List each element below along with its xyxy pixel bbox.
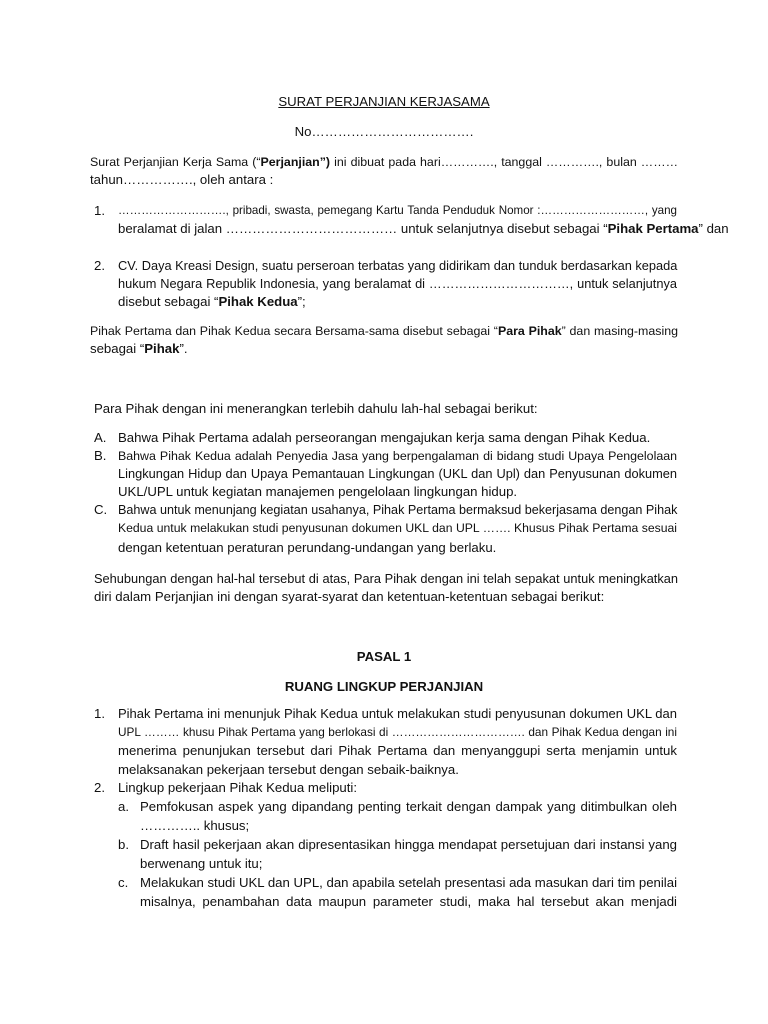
subitem-c-line-2: misalnya, penambahan data maupun parameter studi, maka hal tersebut akan menjadi xyxy=(140,894,677,909)
recital-a-line-1: Bahwa Pihak Pertama adalah perseorangan mengajukan kerja sama dengan Pihak Kedua. xyxy=(118,430,651,445)
pasal-subtitle: RUANG LINGKUP PERJANJIAN xyxy=(284,679,484,694)
recital-c-line-3: dengan ketentuan peraturan perundang-undangan yang berlaku. xyxy=(118,540,497,555)
recital-c-line-1: Bahwa untuk menunjang kegiatan usahanya, Pihak Pertama bermaksud bekerjasama dengan Pihak xyxy=(118,503,678,517)
recital-b-line-2: Lingkungan Hidup dan Upaya Pemantauan Lingkungan (UKL dan Upl) dan Penyusunan dokumen xyxy=(118,466,677,481)
intro-line-1: Surat Perjanjian Kerja Sama (“Perjanjian”) ini dibuat pada hari…………., tanggal …………., bulan ……… xyxy=(90,155,678,169)
pasal-item-2-line-1: Lingkup pekerjaan Pihak Kedua meliputi: xyxy=(118,780,357,795)
subitem-b-letter: b. xyxy=(118,837,129,852)
recital-intro: Para Pihak dengan ini menerangkan terlebih dahulu lah-hal sebagai berikut: xyxy=(94,401,538,416)
recital-a-letter: A. xyxy=(94,430,107,445)
recital-c-letter: C. xyxy=(94,502,108,517)
subitem-c-line-1: Melakukan studi UKL dan UPL, dan apabila setelah presentasi ada masukan dari tim penilai xyxy=(140,875,677,890)
subitem-b-line-1: Draft hasil pekerjaan akan dipresentasikan hingga mendapat persetujuan dari instansi yang xyxy=(140,837,677,852)
document-number: No………………………………. xyxy=(294,124,474,139)
recital-b-line-1: Bahwa Pihak Kedua adalah Penyedia Jasa yang berpengalaman di bidang studi Upaya Pengelolaan xyxy=(118,449,677,463)
pasal-item-1-line-1: Pihak Pertama ini menunjuk Pihak Kedua untuk melakukan studi penyusunan dokumen UKL dan xyxy=(118,706,677,721)
subitem-c-letter: c. xyxy=(118,875,129,890)
subitem-a-letter: a. xyxy=(118,799,129,814)
party-2-line-3: disebut sebagai “Pihak Kedua”; xyxy=(118,294,306,309)
pasal-label: PASAL 1 xyxy=(356,649,412,664)
pasal-item-1-line-3: menerima penunjukan tersebut dari Pihak Pertama dan menyanggupi serta menjamin untuk xyxy=(118,743,677,758)
closing-para-line-2: diri dalam Perjanjian ini dengan syarat-syarat dan ketentuan-ketentuan sebagai berikut: xyxy=(94,589,605,604)
pasal-item-1-line-4: melaksanakan pekerjaan tersebut dengan sebaik-baiknya. xyxy=(118,762,459,777)
party-1-number: 1. xyxy=(94,203,105,218)
recital-b-line-3: UKL/UPL untuk kegiatan manajemen pengelolaan lingkungan hidup. xyxy=(118,484,518,499)
intro-line-2: tahun……………., oleh antara : xyxy=(90,172,274,187)
closing-para-line-1: Sehubungan dengan hal-hal tersebut di atas, Para Pihak dengan ini telah sepakat untuk meningkatkan xyxy=(94,571,678,586)
party-1-line-2: beralamat di jalan ………………………………… untuk selanjutnya disebut sebagai “Pihak Pertama” dan xyxy=(118,221,729,236)
pasal-item-2-number: 2. xyxy=(94,780,105,795)
recital-b-letter: B. xyxy=(94,448,107,463)
recital-c-line-2: Kedua untuk melakukan studi penyusunan dokumen UKL dan UPL ……. Khusus Pihak Pertama sesuai xyxy=(118,521,677,535)
subitem-a-line-2: ………….. khusus; xyxy=(140,818,250,833)
party-1-line-1: ………………………., pribadi, swasta, pemegang Kartu Tanda Penduduk Nomor :………………………, yang xyxy=(118,204,677,217)
subitem-b-line-2: berwenang untuk itu; xyxy=(140,856,263,871)
pasal-item-1-number: 1. xyxy=(94,706,105,721)
subitem-a-line-1: Pemfokusan aspek yang dipandang penting terkait dengan dampak yang ditimbulkan oleh xyxy=(140,799,677,814)
parties-para-line-1: Pihak Pertama dan Pihak Kedua secara Bersama-sama disebut sebagai “Para Pihak” dan masing-masing xyxy=(90,324,678,338)
party-2-number: 2. xyxy=(94,258,105,273)
parties-para-line-2: sebagai “Pihak”. xyxy=(90,341,188,356)
party-2-line-1: CV. Daya Kreasi Design, suatu perseroan terbatas yang didirikam dan tunduk berdasarkan kepada xyxy=(118,258,678,273)
document-title: SURAT PERJANJIAN KERJASAMA xyxy=(278,94,490,109)
pasal-item-1-line-2: UPL ……… khusu Pihak Pertama yang berlokasi di ……………………………. dan Pihak Kedua dengan ini xyxy=(118,725,677,739)
party-2-line-2: hukum Negara Republik Indonesia, yang beralamat di ……………………………, untuk selanjutnya xyxy=(118,276,677,291)
